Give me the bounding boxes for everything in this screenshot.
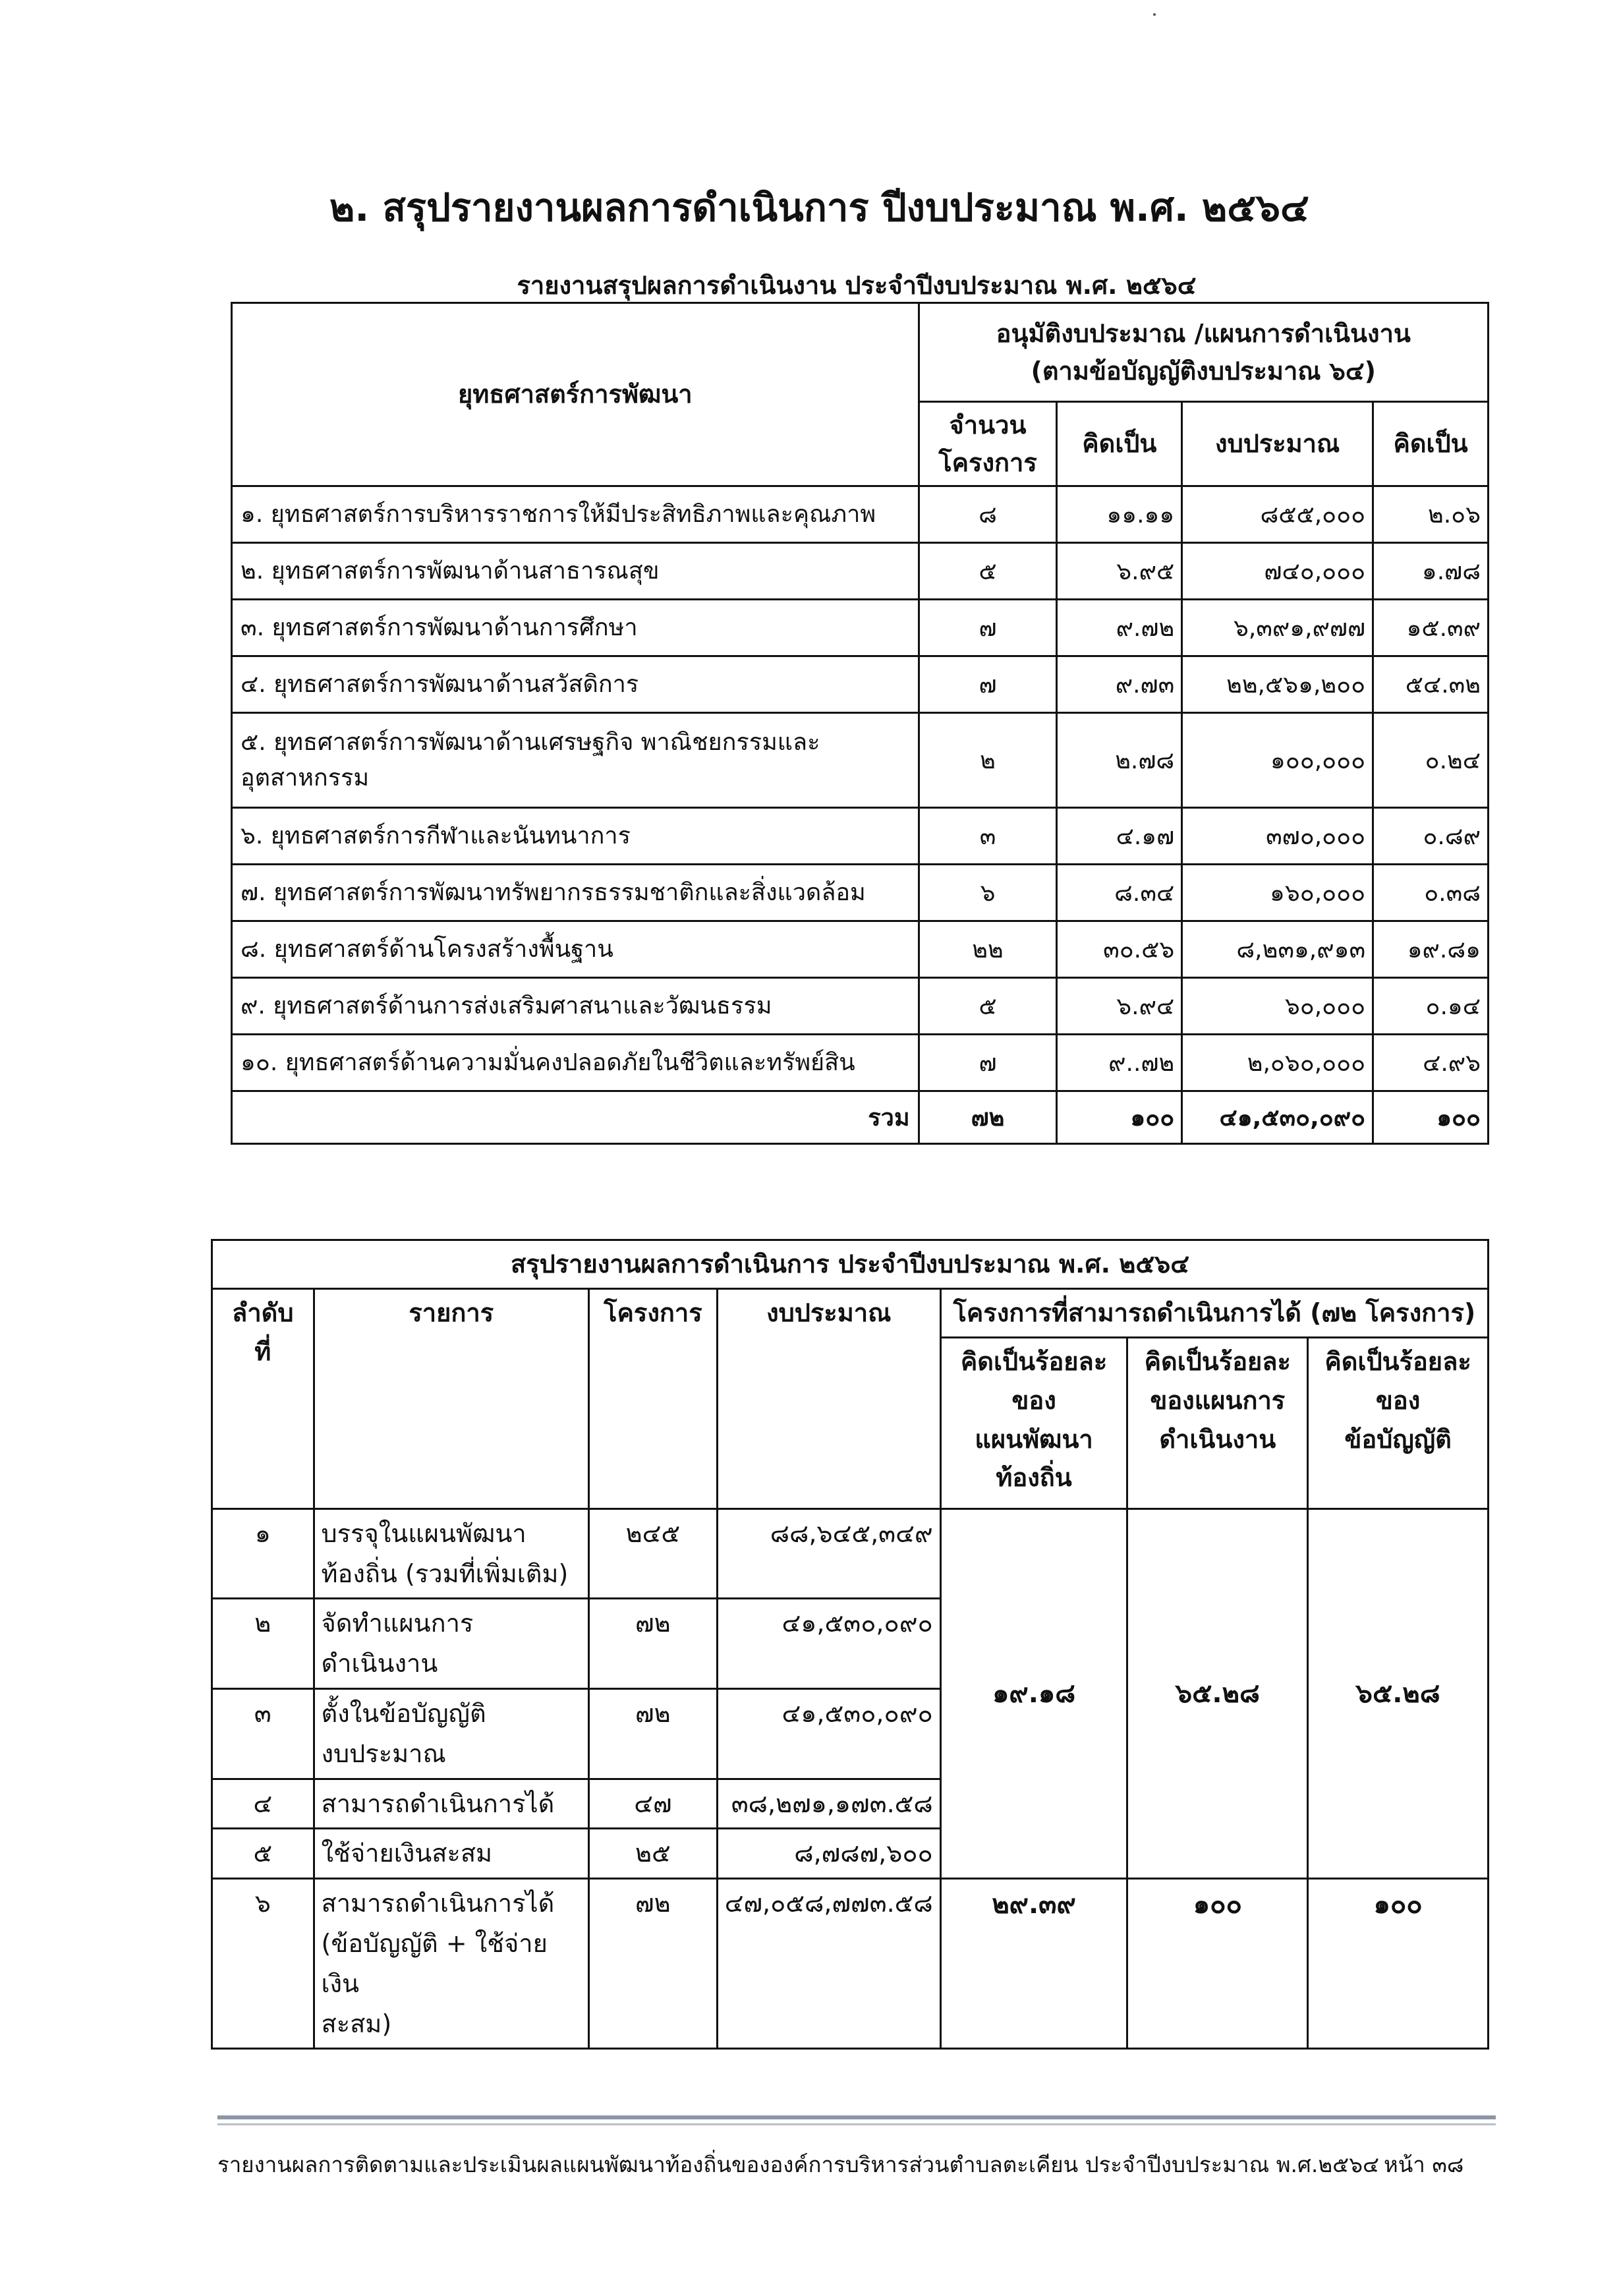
percent-1: ๖.๙๕: [1057, 543, 1182, 600]
row-budget: ๔๑,๕๓๐,๐๙๐: [717, 1599, 940, 1689]
budget: ๘,๒๓๑,๙๑๓: [1182, 921, 1373, 978]
total-budget: ๔๑,๕๓๐,๐๙๐: [1182, 1091, 1373, 1144]
table-row: [232, 865, 1489, 921]
row-number: ๕: [212, 1829, 314, 1879]
project-count: ๒: [919, 713, 1057, 808]
item-line: ตั้งในข้อบัญญัติ: [321, 1698, 486, 1728]
final-pct-local-plan: ๒๙.๓๙: [940, 1879, 1127, 2049]
scan-speck: [1153, 13, 1156, 16]
row-budget: ๘๘,๖๔๕,๓๔๙: [717, 1508, 940, 1599]
row-item: [314, 1599, 589, 1689]
header-pct-operation-plan: [1127, 1337, 1308, 1508]
budget: ๓๗๐,๐๐๐: [1182, 808, 1373, 865]
project-count: ๗: [919, 600, 1057, 656]
strategy-label: ๑๐. ยุทธศาสตร์ด้านความมั่นคงปลอดภัยในชีวิตและทรัพย์สิน: [232, 1035, 919, 1091]
header-order-line2: ที่: [254, 1336, 271, 1366]
percent-1: ๔.๑๗: [1057, 808, 1182, 865]
table-row: [232, 921, 1489, 978]
item-line: บรรจุในแผนพัฒนา: [321, 1518, 526, 1548]
item-line: จัดทำแผนการ: [321, 1609, 474, 1638]
final-pct-operation-plan: ๑๐๐: [1127, 1879, 1308, 2049]
page-number: หน้า ๓๘: [1384, 2152, 1464, 2177]
budget: ๖,๓๙๑,๙๗๗: [1182, 600, 1373, 656]
header-pct-ordinance: [1308, 1337, 1489, 1508]
header-line: ท้องถิ่น: [996, 1463, 1072, 1493]
project-count: ๕: [919, 978, 1057, 1035]
table-row: [232, 713, 1489, 808]
percent-2: ๔.๙๖: [1373, 1035, 1489, 1091]
strategy-label: [232, 713, 919, 808]
percent-2: ๑.๗๘: [1373, 543, 1489, 600]
page-title: ๒. สรุปรายงานผลการดำเนินการ ปีงบประมาณ พ.ศ. ๒๕๖๔: [329, 185, 1309, 230]
header-projects: โครงการ: [589, 1288, 718, 1508]
strategy-label-line1: ๕. ยุทธศาสตร์การพัฒนาด้านเศรษฐกิจ พาณิชยกรรมและ: [241, 728, 820, 756]
pct-local-plan-value: ๑๙.๑๘: [940, 1508, 1127, 1878]
header-approved-budget: [919, 303, 1488, 402]
percent-2: ๑๙.๘๑: [1373, 921, 1489, 978]
total-label: รวม: [232, 1091, 919, 1144]
header-line: คิดเป็นร้อยละ: [960, 1346, 1108, 1376]
table-row: [232, 808, 1489, 865]
total-percent-2: ๑๐๐: [1373, 1091, 1489, 1144]
header-percent-2: คิดเป็น: [1373, 402, 1489, 486]
row-number: ๑: [212, 1508, 314, 1599]
budget: ๘๕๕,๐๐๐: [1182, 486, 1373, 543]
header-line: แผนพัฒนา: [975, 1424, 1093, 1454]
table2-title: สรุปรายงานผลการดำเนินการ ประจำปีงบประมาณ พ.ศ. ๒๕๖๔: [212, 1240, 1489, 1289]
percent-2: ๕๔.๓๒: [1373, 656, 1489, 713]
header-order-line1: ลำดับ: [232, 1298, 294, 1327]
table-row: [232, 543, 1489, 600]
percent-2: ๒.๐๖: [1373, 486, 1489, 543]
percent-2: ๐.๒๔: [1373, 713, 1489, 808]
header-line: คิดเป็นร้อยละ: [1144, 1346, 1291, 1376]
header-line: คิดเป็นร้อยละ: [1324, 1346, 1471, 1376]
header-line: ของ: [1375, 1385, 1421, 1415]
footer-divider: [217, 2115, 1496, 2119]
header-budget: งบประมาณ: [1182, 402, 1373, 486]
project-count: ๘: [919, 486, 1057, 543]
strategy-summary-table: [231, 302, 1489, 1145]
header-count-line2: โครงการ: [938, 447, 1037, 477]
percent-2: ๑๕.๓๙: [1373, 600, 1489, 656]
budget: ๗๔๐,๐๐๐: [1182, 543, 1373, 600]
total-percent-1: ๑๐๐: [1057, 1091, 1182, 1144]
header-line: ของ: [1011, 1385, 1056, 1415]
total-row: [232, 1091, 1489, 1144]
percent-2: ๐.๓๘: [1373, 865, 1489, 921]
percent-1: ๓๐.๕๖: [1057, 921, 1182, 978]
budget: ๒๒,๕๖๑,๒๐๐: [1182, 656, 1373, 713]
row-projects: ๗๒: [589, 1599, 718, 1689]
budget: ๖๐,๐๐๐: [1182, 978, 1373, 1035]
header-percent-1: คิดเป็น: [1057, 402, 1182, 486]
header-achievable-projects: โครงการที่สามารถดำเนินการได้ (๗๒ โครงการ): [940, 1288, 1488, 1337]
row-budget: ๔๗,๐๕๘,๗๗๓.๕๘: [717, 1879, 940, 2049]
row-budget: ๓๘,๒๗๑,๑๗๓.๕๘: [717, 1779, 940, 1829]
header-pct-local-plan: [940, 1337, 1127, 1508]
table-row: [232, 600, 1489, 656]
row-item: ใช้จ่ายเงินสะสม: [314, 1829, 589, 1879]
row-number: ๓: [212, 1688, 314, 1779]
header-group-line1: อนุมัติงบประมาณ /แผนการดำเนินงาน: [996, 318, 1411, 348]
strategy-label: ๘. ยุทธศาสตร์ด้านโครงสร้างพื้นฐาน: [232, 921, 919, 978]
final-pct-ordinance: ๑๐๐: [1308, 1879, 1489, 2049]
footer-report-title: รายงานผลการติดตามและประเมินผลแผนพัฒนาท้องถิ่นขององค์การบริหารส่วนตำบลตะเคียน ประจำปีงบประมาณ พ.ศ.๒๕๖๔: [217, 2152, 1380, 2177]
header-group-line2: (ตามข้อบัญญัติงบประมาณ ๖๔): [1031, 356, 1377, 386]
header-line: ดำเนินงาน: [1159, 1424, 1276, 1454]
header-line: ข้อบัญญัติ: [1344, 1424, 1452, 1454]
row-projects: ๗๒: [589, 1879, 718, 2049]
percent-1: ๙.๗๓: [1057, 656, 1182, 713]
performance-summary-table: [211, 1239, 1489, 2050]
header-project-count: [919, 402, 1057, 486]
row-number: ๖: [212, 1879, 314, 2049]
project-count: ๕: [919, 543, 1057, 600]
row-projects: ๒๔๕: [589, 1508, 718, 1599]
table-row: [232, 656, 1489, 713]
header-strategy: ยุทธศาสตร์การพัฒนา: [232, 303, 919, 486]
budget: ๑๐๐,๐๐๐: [1182, 713, 1373, 808]
strategy-label: ๗. ยุทธศาสตร์การพัฒนาทรัพยากรธรรมชาติกและสิ่งแวดล้อม: [232, 865, 919, 921]
strategy-label: ๔. ยุทธศาสตร์การพัฒนาด้านสวัสดิการ: [232, 656, 919, 713]
table-row: [232, 978, 1489, 1035]
row-number: ๔: [212, 1779, 314, 1829]
strategy-label: ๑. ยุทธศาสตร์การบริหารราชการให้มีประสิทธิภาพและคุณภาพ: [232, 486, 919, 543]
percent-1: ๒.๗๘: [1057, 713, 1182, 808]
row-projects: ๒๕: [589, 1829, 718, 1879]
strategy-label-line2: อุตสาหกรรม: [241, 764, 370, 791]
item-line: สะสม): [321, 2009, 392, 2038]
row-projects: ๔๗: [589, 1779, 718, 1829]
table-row: [212, 1879, 1489, 2049]
budget: ๑๖๐,๐๐๐: [1182, 865, 1373, 921]
header-item: รายการ: [314, 1288, 589, 1508]
project-count: ๓: [919, 808, 1057, 865]
row-number: ๒: [212, 1599, 314, 1689]
strategy-label: ๓. ยุทธศาสตร์การพัฒนาด้านการศึกษา: [232, 600, 919, 656]
pct-ordinance-value: ๖๕.๒๘: [1308, 1508, 1489, 1878]
table-row: [232, 1035, 1489, 1091]
row-item: [314, 1879, 589, 2049]
total-count: ๗๒: [919, 1091, 1057, 1144]
header-line: ของแผนการ: [1150, 1385, 1286, 1415]
table-row: [212, 1508, 1489, 1599]
item-line: (ข้อบัญญัติ + ใช้จ่ายเงิน: [321, 1928, 548, 1998]
item-line: งบประมาณ: [321, 1738, 446, 1768]
project-count: ๒๒: [919, 921, 1057, 978]
header-budget: งบประมาณ: [717, 1288, 940, 1508]
header-count-line1: จำนวน: [949, 410, 1027, 440]
table-row: [232, 486, 1489, 543]
percent-1: ๙.๗๒: [1057, 600, 1182, 656]
pct-operation-plan-value: ๖๕.๒๘: [1127, 1508, 1308, 1878]
row-budget: ๔๑,๕๓๐,๐๙๐: [717, 1688, 940, 1779]
percent-1: ๖.๙๔: [1057, 978, 1182, 1035]
percent-1: ๙..๗๒: [1057, 1035, 1182, 1091]
percent-1: ๑๑.๑๑: [1057, 486, 1182, 543]
project-count: ๗: [919, 1035, 1057, 1091]
percent-1: ๘.๓๔: [1057, 865, 1182, 921]
strategy-label: ๖. ยุทธศาสตร์การกีฬาและนันทนาการ: [232, 808, 919, 865]
item-line: ดำเนินงาน: [321, 1649, 438, 1679]
table1-caption: รายงานสรุปผลการดำเนินงาน ประจำปีงบประมาณ พ.ศ. ๒๕๖๔: [517, 271, 1197, 300]
project-count: ๖: [919, 865, 1057, 921]
strategy-label: ๒. ยุทธศาสตร์การพัฒนาด้านสาธารณสุข: [232, 543, 919, 600]
row-item: [314, 1508, 589, 1599]
row-projects: ๗๒: [589, 1688, 718, 1779]
row-budget: ๘,๗๘๗,๖๐๐: [717, 1829, 940, 1879]
row-item: สามารถดำเนินการได้: [314, 1779, 589, 1829]
budget: ๒,๐๖๐,๐๐๐: [1182, 1035, 1373, 1091]
header-order-no: [212, 1288, 314, 1508]
item-line: ท้องถิ่น (รวมที่เพิ่มเติม): [321, 1559, 569, 1588]
project-count: ๗: [919, 656, 1057, 713]
item-line: สามารถดำเนินการได้: [321, 1889, 555, 1918]
percent-2: ๐.๑๔: [1373, 978, 1489, 1035]
footer-divider-thin: [217, 2123, 1496, 2125]
percent-2: ๐.๘๙: [1373, 808, 1489, 865]
row-item: [314, 1688, 589, 1779]
strategy-label: ๙. ยุทธศาสตร์ด้านการส่งเสริมศาสนาและวัฒนธรรม: [232, 978, 919, 1035]
